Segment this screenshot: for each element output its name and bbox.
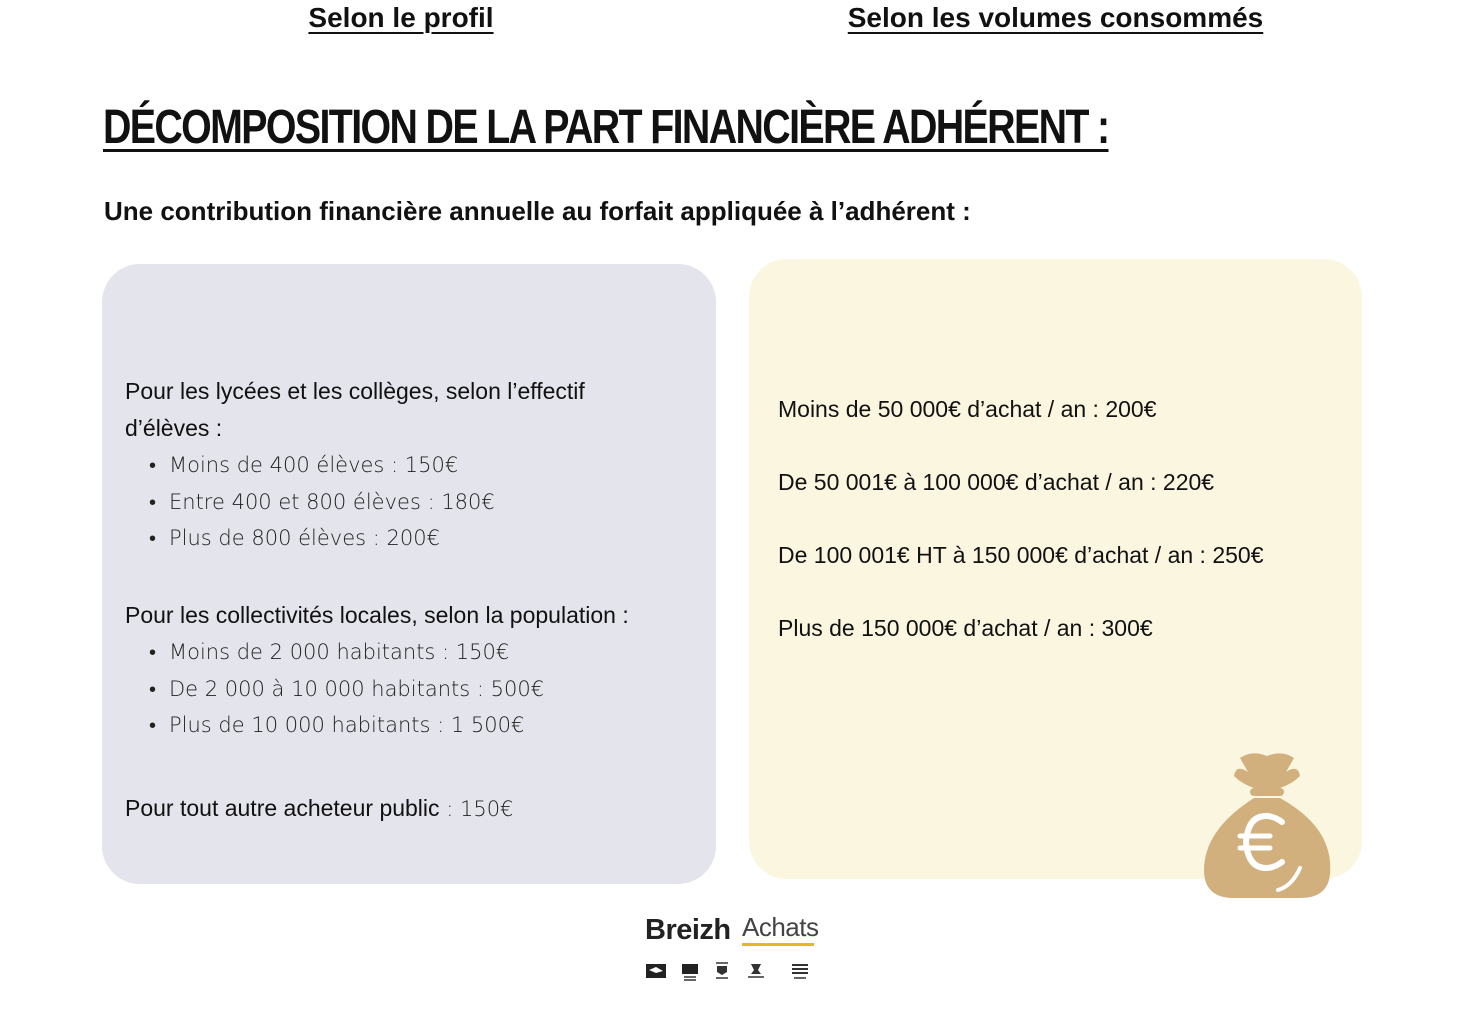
logo-breizh-text: Breizh [645, 914, 731, 946]
communities-lead: Pour les collectivités locales, selon la population : [125, 602, 629, 628]
list-item: • Plus de 800 élèves : 200€ [125, 520, 495, 557]
schools-lead-line1: Pour les lycées et les collèges, selon l’effectif [125, 378, 585, 404]
other-buyer-line [125, 790, 513, 828]
other-buyer-value: : 150€ [439, 797, 514, 821]
list-item: • Moins de 400 élèves : 150€ [125, 447, 495, 484]
communities-list [125, 634, 544, 744]
list-item: • De 2 000 à 10 000 habitants : 500€ [125, 671, 544, 708]
page-subtitle: Une contribution financière annuelle au forfait appliquée à l’adhérent : [104, 196, 971, 226]
money-bag-euro-icon [1200, 750, 1334, 900]
other-buyer-lead: Pour tout autre acheteur public [125, 795, 440, 821]
list-item: • Moins de 2 000 habitants : 150€ [125, 634, 544, 671]
logo-achats-text: Achats [742, 912, 819, 942]
cotes-darmor-icon [680, 962, 700, 982]
breizh-achats-logo [640, 912, 820, 1002]
list-item: • Entre 400 et 800 élèves : 180€ [125, 484, 495, 521]
volume-item: Plus de 150 000€ d’achat / an : 300€ [778, 615, 1153, 641]
volume-item: De 100 001€ HT à 150 000€ d’achat / an : 250€ [778, 542, 1264, 568]
page-title: DÉCOMPOSITION DE LA PART FINANCIÈRE ADHÉRENT : [103, 101, 1109, 154]
schools-lead-line2: d’élèves : [125, 415, 223, 441]
ille-et-vilaine-icon [746, 962, 766, 982]
volume-heading: Selon les volumes consommés [847, 2, 1264, 33]
volume-item: Moins de 50 000€ d’achat / an : 200€ [778, 396, 1157, 422]
logo-underline [742, 943, 814, 946]
schools-list [125, 447, 495, 557]
list-item: • Plus de 10 000 habitants : 1 500€ [125, 707, 544, 744]
volume-item: De 50 001€ à 100 000€ d’achat / an : 220€ [778, 469, 1215, 495]
finistere-icon [712, 962, 732, 982]
morbihan-icon [790, 962, 810, 982]
bretagne-region-icon [646, 962, 666, 982]
profile-heading: Selon le profil [308, 2, 494, 33]
